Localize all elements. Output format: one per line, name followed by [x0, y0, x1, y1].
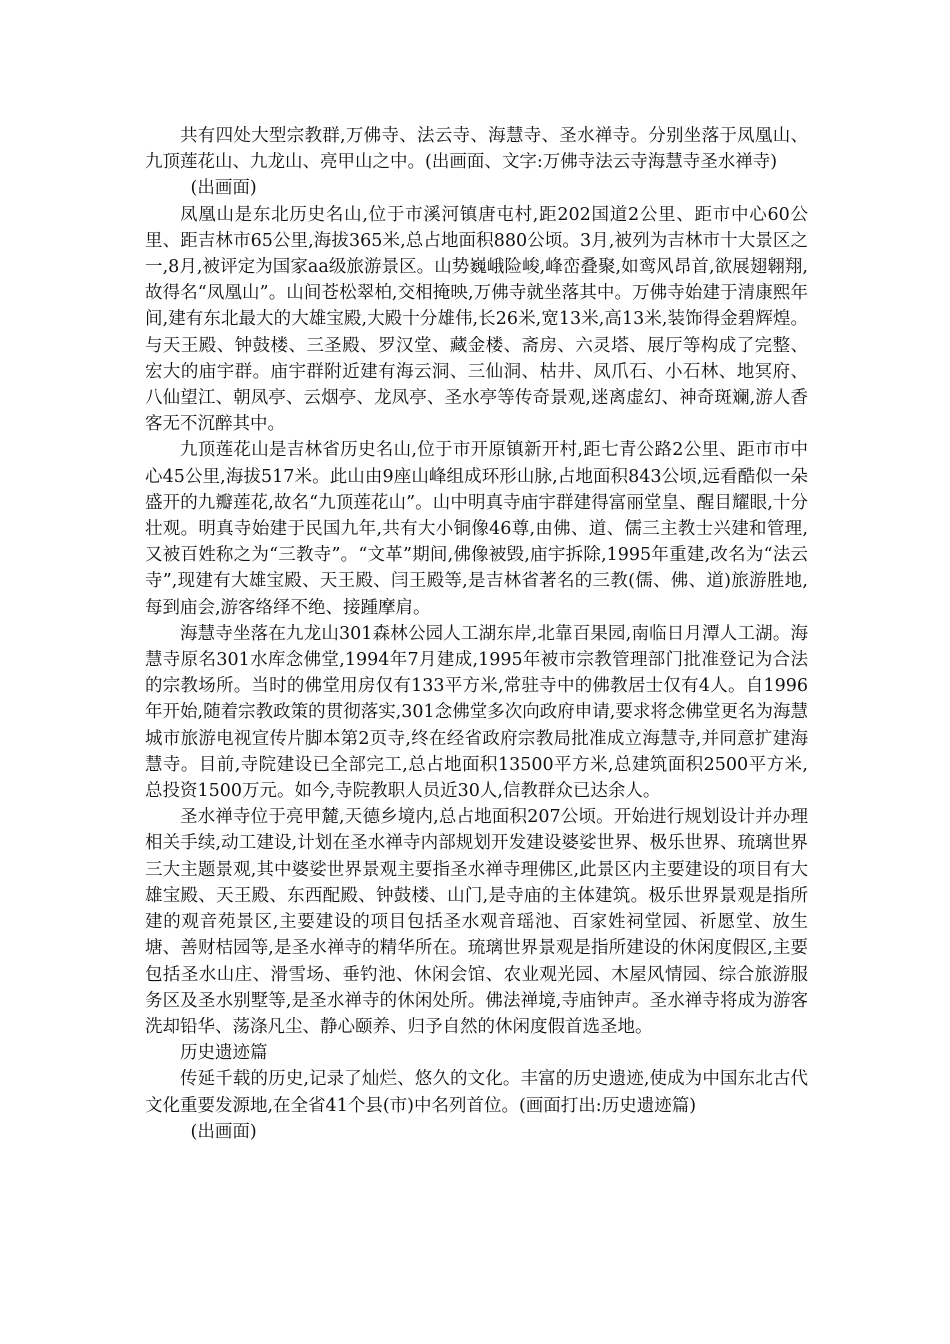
paragraph-intro: 共有四处大型宗教群,万佛寺、法云寺、海慧寺、圣水禅寺。分别坐落于凤凰山、九顶莲花山、九龙山、亮甲山之中。(出画面、文字:万佛寺法云寺海慧寺圣水禅寺): [145, 126, 808, 173]
paragraph-jiuding-lotus-mountain: 九顶莲花山是吉林省历史名山,位于市开原镇新开村,距七青公路2公里、距市市中心45公里,海拔517米。此山由9座山峰组成环形山脉,占地面积843公顷,远看酷似一朵盛开的九瓣莲花,故名“九顶莲花山”。山中明真寺庙宇群建得富丽堂皇、醒目耀眼,十分壮观。明真寺始建于民国九年,共有大小铜像46尊,由佛、道、儒三主教士兴建和管理,又被百姓称之为“三教寺”。“文革”期间,佛像被毁,庙宇拆除,1995年重建,改名为“法云寺”,现建有大雄宝殿、天王殿、闫王殿等,是吉林省著名的三教(儒、佛、道)旅游胜地,每到庙会,游客络绎不绝、接踵摩肩。: [145, 440, 808, 618]
paragraph-shengshui-temple: 圣水禅寺位于亮甲麓,天德乡境内,总占地面积207公顷。开始进行规划设计并办理相关手续,动工建设,计划在圣水禅寺内部规划开发建设婆娑世界、极乐世界、琉璃世界三大主题景观,其中婆娑世界景观主要指圣水禅寺理佛区,此景区内主要建设的项目有大雄宝殿、天王殿、东西配殿、钟鼓楼、山门,是寺庙的主体建筑。极乐世界景观是指所建的观音苑景区,主要建设的项目包括圣水观音瑶池、百家姓祠堂园、祈愿堂、放生塘、善财桔园等,是圣水禅寺的精华所在。琉璃世界景观是指所建设的休闲度假区,主要包括圣水山庄、滑雪场、垂钓池、休闲会馆、农业观光园、木屋风情园、综合旅游服务区及圣水别墅等,是圣水禅寺的休闲处所。佛法禅境,寺庙钟声。圣水禅寺将成为游客洗却铅华、荡涤凡尘、静心颐养、归予自然的休闲度假首选圣地。: [145, 807, 808, 1037]
stage-note: (出画面): [190, 1121, 257, 1142]
section-heading-history: 历史遗迹篇: [180, 1043, 268, 1064]
paragraph-fenghuang-mountain: 凤凰山是东北历史名山,位于市溪河镇唐屯村,距202国道2公里、距市中心60公里、距吉林市65公里,海拔365米,总占地面积880公顷。3月,被列为吉林市十大景区之一,8月,被评定为国家aa级旅游景区。山势巍峨险峻,峰峦叠聚,如鸾风昂首,欲展翅翱翔,故得名“凤凰山”。山间苍松翠柏,交相掩映,万佛寺就坐落其中。万佛寺始建于清康熙年间,建有东北最大的大雄宝殿,大殿十分雄伟,长26米,宽13米,高13米,装饰得金碧辉煌。与天王殿、钟鼓楼、三圣殿、罗汉堂、藏金楼、斋房、六灵塔、展厅等构成了完整、宏大的庙宇群。庙宇群附近建有海云洞、三仙洞、枯井、凤爪石、小石林、地冥府、八仙望江、朝凤亭、云烟亭、龙凤亭、圣水亭等传奇景观,迷离虚幻、神奇斑斓,游人香客无不沉醉其中。: [145, 204, 808, 435]
paragraph-history-intro: 传延千载的历史,记录了灿烂、悠久的文化。丰富的历史遗迹,使成为中国东北古代文化重要发源地,在全省41个县(市)中名列首位。(画面打出:历史遗迹篇): [145, 1069, 808, 1116]
stage-note: (出画面): [190, 178, 257, 199]
document-body: [145, 123, 808, 1145]
paragraph-haihui-temple: 海慧寺坐落在九龙山301森林公园人工湖东岸,北靠百果园,南临日月潭人工湖。海慧寺原名301水库念佛堂,1994年7月建成,1995年被市宗教管理部门批准登记为合法的宗教场所。当时的佛堂用房仅有133平方米,常驻寺中的佛教居士仅有4人。自1996年开始,随着宗教政策的贯彻落实,301念佛堂多次向政府申请,要求将念佛堂更名为海慧城市旅游电视宣传片脚本第2页寺,终在经省政府宗教局批准成立海慧寺,并同意扩建海慧寺。目前,寺院建设已全部完工,总占地面积13500平方米,总建筑面积2500平方米,总投资1500万元。如今,寺院教职人员近30人,信教群众已达余人。: [145, 623, 808, 802]
